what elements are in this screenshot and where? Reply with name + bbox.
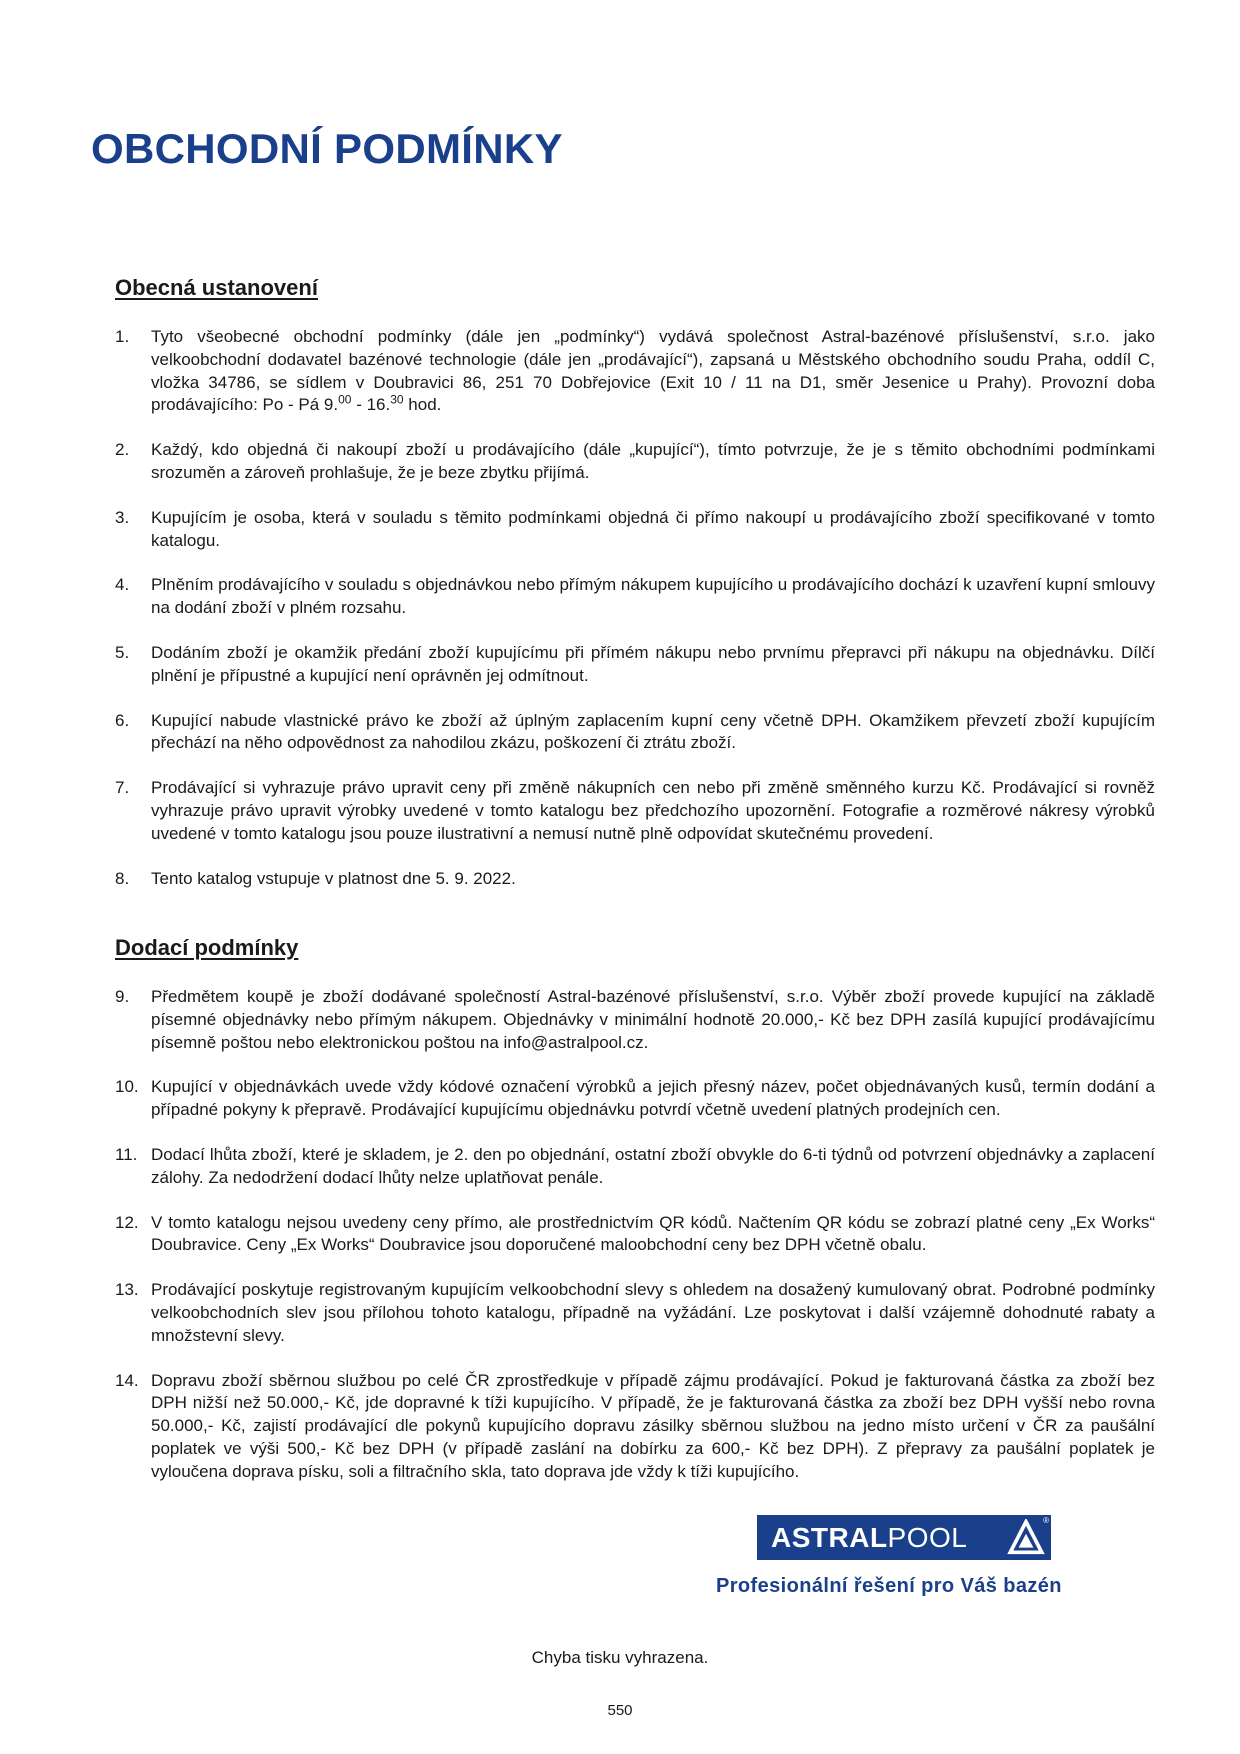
term-item xyxy=(115,868,1155,891)
term-number: 1. xyxy=(115,327,130,346)
term-number: 2. xyxy=(115,440,130,460)
term-number: 6. xyxy=(115,710,130,730)
logo-wordmark-bold: ASTRAL xyxy=(771,1521,888,1553)
term-text: Plněním prodávajícího v souladu s objednávkou nebo přímým nákupem kupujícího u prodávajícího dochází k uzavření kupní smlouvy na dodání zboží v plném rozsahu. xyxy=(151,575,1155,618)
term-item xyxy=(115,1144,1155,1190)
term-text: Dodáním zboží je okamžik předání zboží kupujícímu při přímém nákupu nebo prvnímu přepravci při nákupu na objednávku. Dílčí plnění je přípustné a kupující není oprávněn jej odmítnout. xyxy=(151,642,1155,685)
term-number: 13. xyxy=(115,1280,139,1300)
term-text-tail: hod. xyxy=(403,395,442,415)
term-text-mid: - 16. xyxy=(351,395,391,415)
opening-minutes: 00 xyxy=(338,392,352,407)
term-item xyxy=(115,777,1155,845)
term-item xyxy=(115,1279,1155,1347)
tagline: Profesionální řešení pro Váš bazén xyxy=(716,1575,1062,1597)
term-text: Tento katalog vstupuje v platnost dne 5. 9. 2022. xyxy=(151,868,516,888)
term-text: Prodávající poskytuje registrovaným kupujícím velkoobchodní slevy s ohledem na dosažený kumulovaný obrat. Podrobné podmínky velkoobchodních slev jsou přílohou tohoto katalogu, případně na vyžádání. Lze poskytovat i další vzájemně dohodnuté rabaty a množstevní slevy. xyxy=(151,1280,1155,1345)
registered-mark: ® xyxy=(1043,1516,1049,1525)
term-number: 5. xyxy=(115,642,130,662)
term-number: 14. xyxy=(115,1370,139,1390)
terms-list-delivery xyxy=(115,986,1155,1506)
closing-minutes: 30 xyxy=(390,392,404,407)
term-number: 9. xyxy=(115,987,130,1006)
astralpool-triangle-mark-icon xyxy=(1007,1519,1045,1556)
term-number: 11. xyxy=(115,1144,138,1164)
term-text: Tyto všeobecné obchodní podmínky (dále jen „podmínky“) vydává společnost Astral-bazénové příslušenství, s.r.o. jako velkoobchodní dodavatel bazénové technologie (dále jen „prodávající“), zapsaná u Městského obchodního soudu Praha, oddíl C, vložka 34786, se sídlem v Doubravici 86, 251 70 Dobřejovice (Exit 10 / 11 na D1, směr Jesenice u Prahy). Provozní doba prodávajícího: Po - Pá 9. xyxy=(151,327,1155,415)
logo-wordmark xyxy=(757,1522,967,1554)
term-number: 7. xyxy=(115,778,130,798)
term-item xyxy=(115,710,1155,756)
term-number: 12. xyxy=(115,1212,139,1232)
term-item xyxy=(115,986,1155,1054)
term-text: Kupujícím je osoba, která v souladu s těmito podmínkami objedná či přímo nakoupí u prodávajícího zboží specifikované v tomto katalogu. xyxy=(151,507,1155,550)
term-text: V tomto katalogu nejsou uvedeny ceny přímo, ale prostřednictvím QR kódů. Načtením QR kódu se zobrazí platné ceny „Ex Works“ Doubravice. Ceny „Ex Works“ Doubravice jsou doporučené maloobchodní ceny bez DPH včetně obalu. xyxy=(151,1212,1155,1255)
terms-list-general xyxy=(115,326,1155,912)
section-heading-dodaci-podminky: Dodací podmínky xyxy=(115,935,299,960)
term-number: 8. xyxy=(115,868,130,888)
term-text: Každý, kdo objedná či nakoupí zboží u prodávajícího (dále „kupující“), tímto potvrzuje, že je s těmito obchodními podmínkami srozuměn a zároveň prohlašuje, že je beze zbytku přijímá. xyxy=(151,440,1155,482)
page-title: OBCHODNÍ PODMÍNKY xyxy=(91,125,563,172)
term-item xyxy=(115,507,1155,553)
term-number: 4. xyxy=(115,575,130,595)
term-item xyxy=(115,1076,1155,1122)
section-heading-obecna-ustanoveni: Obecná ustanovení xyxy=(115,275,318,300)
term-text: Dopravu zboží sběrnou službou po celé ČR zprostředkuje v případě zájmu prodávající. Pokud je fakturovaná částka za zboží bez DPH nižší než 50.000,- Kč, jde dopravné k tíži kupujícího. V případě, že je fakturovaná částka za zboží bez DPH vyšší nebo rovna 50.000,- Kč, zajistí prodávající dle pokynů kupujícího dopravu zásilky sběrnou službou na jedno místo určení v ČR za paušální poplatek ve výši 500,- Kč bez DPH (v případě zaslání na dobírku za 600,- Kč bez DPH). Z přepravy za paušální poplatek je vyloučena doprava písku, soli a filtračního skla, tato doprava jde vždy k tíži kupujícího. xyxy=(151,1370,1155,1481)
astralpool-logo xyxy=(757,1515,1051,1560)
term-item xyxy=(115,326,1155,417)
logo-wordmark-light: POOL xyxy=(887,1521,968,1553)
term-text: Kupující v objednávkách uvede vždy kódové označení výrobků a jejich přesný název, počet objednávaných kusů, termín dodání a případné pokyny k přepravě. Prodávající kupujícímu objednávku potvrdí včetně uvedení platných prodejních cen. xyxy=(151,1077,1155,1120)
term-item xyxy=(115,574,1155,620)
term-text: Předmětem koupě je zboží dodávané společností Astral-bazénové příslušenství, s.r.o. Výběr zboží provede kupující na základě písemné objednávky nebo přímým nákupem. Objednávky v minimální hodnotě 20.000,- Kč bez DPH zasílá kupující prodávajícímu písemně poštou nebo elektronickou poštou na info@astralpool.cz. xyxy=(151,987,1155,1052)
misprint-notice: Chyba tisku vyhrazena. xyxy=(531,1648,709,1667)
term-text: Prodávající si vyhrazuje právo upravit ceny při změně nákupních cen nebo při změně směnného kurzu Kč. Prodávající si rovněž vyhrazuje právo upravit výrobky uvedené v tomto katalogu bez předchozího upozornění. Fotografie a rozměrové nákresy výrobků uvedené v tomto katalogu jsou pouze ilustrativní a nemusí nutně plně odpovídat skutečnému provedení. xyxy=(151,778,1155,843)
term-number: 3. xyxy=(115,507,130,527)
term-item xyxy=(115,439,1155,485)
term-item xyxy=(115,642,1155,688)
term-item xyxy=(115,1212,1155,1258)
term-number: 10. xyxy=(115,1077,139,1097)
term-text: Dodací lhůta zboží, které je skladem, je 2. den po objednání, ostatní zboží obvykle do 6-ti týdnů od potvrzení objednávky a zaplacení zálohy. Za nedodržení dodací lhůty nelze uplatňovat penále. xyxy=(151,1144,1155,1187)
page-number: 550 xyxy=(607,1702,633,1719)
term-text: Kupující nabude vlastnické právo ke zboží až úplným zaplacením kupní ceny včetně DPH. Okamžikem převzetí zboží kupujícím přechází na něho odpovědnost za nahodilou zkázu, poškození či ztrátu zboží. xyxy=(151,710,1155,753)
term-item xyxy=(115,1370,1155,1484)
